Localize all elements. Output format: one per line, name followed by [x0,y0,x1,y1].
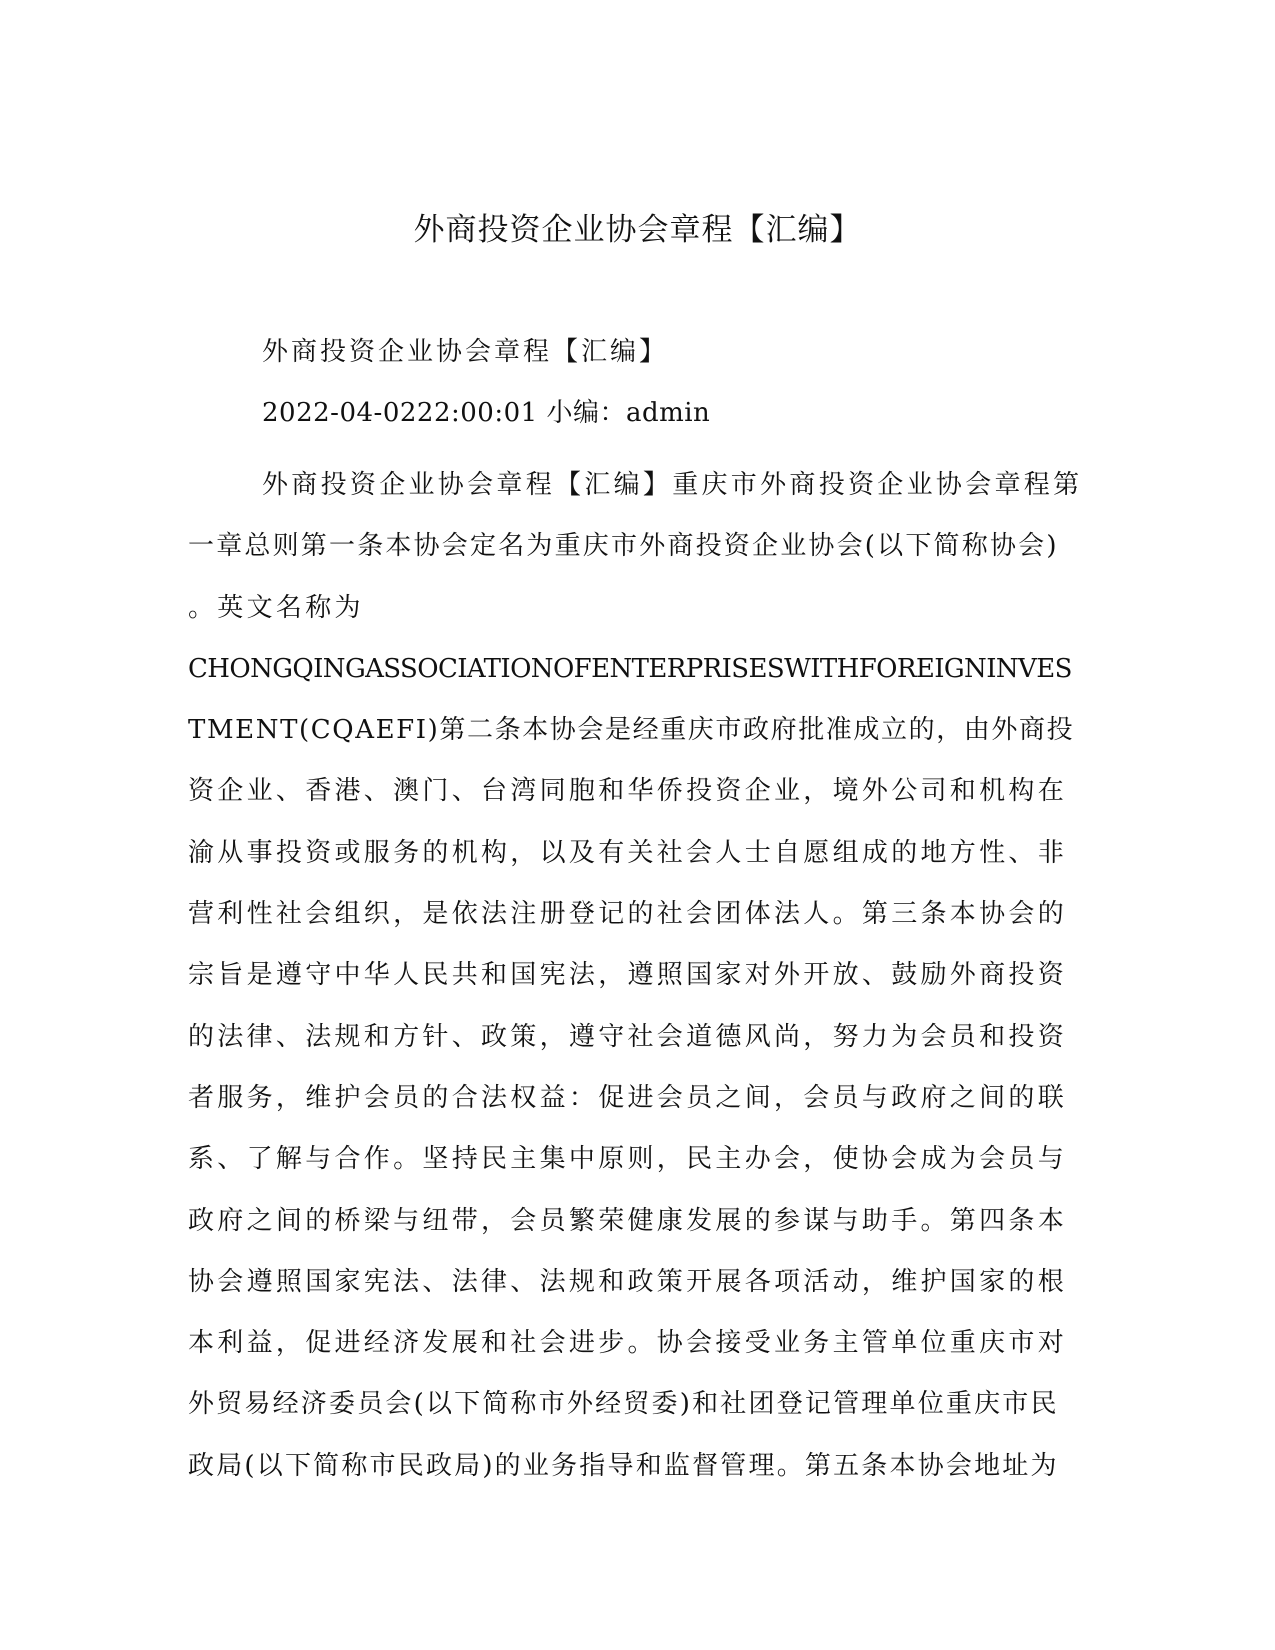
body-line: 一章总则第一条本协会定名为重庆市外商投资企业协会(以下简称协会) [188,531,1059,562]
body-line: 政府之间的桥梁与纽带，会员繁荣健康发展的参谋与助手。第四条本 [188,1205,1068,1236]
body-line: 本利益，促进经济发展和社会进步。协会接受业务主管单位重庆市对 [188,1328,1068,1359]
body-line: 。英文名称为 [188,592,364,623]
document-title: 外商投资企业协会章程【汇编】 [413,212,862,248]
body-line: TMENT(CQAEFI)第二条本协会是经重庆市政府批准成立的，由外商投 [188,715,1075,746]
body-line: 营利性社会组织，是依法注册登记的社会团体法人。第三条本协会的 [188,899,1068,930]
document-meta: 2022-04-0222:00:01 小编：admin [262,398,711,428]
body-line: 资企业、香港、澳门、台湾同胞和华侨投资企业，境外公司和机构在 [188,776,1068,807]
body-line: 渝从事投资或服务的机构，以及有关社会人士自愿组成的地方性、非 [188,837,1068,868]
body-line: 政局(以下简称市民政局)的业务指导和监督管理。第五条本协会地址为 [188,1450,1059,1481]
body-line: 系、了解与合作。坚持民主集中原则，民主办会，使协会成为会员与 [188,1144,1068,1175]
document-body [188,455,1088,1497]
body-line: 者服务，维护会员的合法权益：促进会员之间，会员与政府之间的联 [188,1082,1068,1113]
body-line: 外商投资企业协会章程【汇编】重庆市外商投资企业协会章程第 [262,470,1083,500]
document-subtitle: 外商投资企业协会章程【汇编】 [262,337,669,367]
body-line: 外贸易经济委员会(以下简称市外经贸委)和社团登记管理单位重庆市民 [188,1389,1059,1420]
body-line: 宗旨是遵守中华人民共和国宪法，遵照国家对外开放、鼓励外商投资 [188,960,1068,991]
body-line: 的法律、法规和方针、政策，遵守社会道德风尚，努力为会员和投资 [188,1021,1068,1052]
body-line: 协会遵照国家宪法、法律、法规和政策开展各项活动，维护国家的根 [188,1266,1068,1297]
body-line: CHONGQINGASSOCIATIONOFENTERPRISESWITHFOREIGNINVES [188,653,1072,684]
